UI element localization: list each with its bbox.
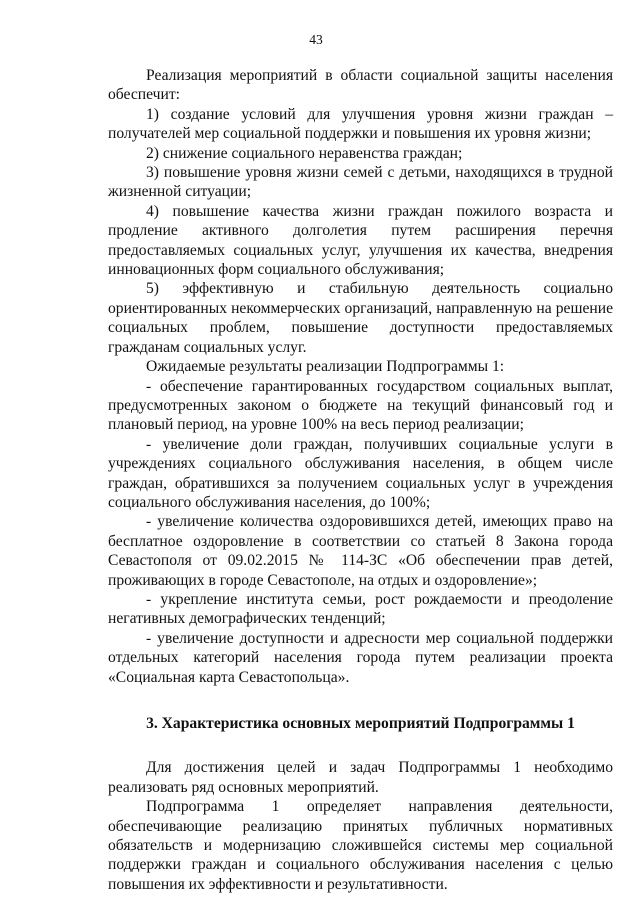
paragraph-subprogram: Подпрограмма 1 определяет направления деятельности, обеспечивающие реализацию принятых публичных нормативных обязательств и модернизацию сложившейся системы мер социальной поддержки граждан и социального обслуживания населения с целью повышения их эффективности и результативности. [108,798,613,893]
result-item-3: - увеличение количества оздоровившихся детей, имеющих право на бесплатное оздоровление в соответствии со статьей 8 Закона города Севастополя от 09.02.2015 № 114-ЗС «Об обеспечении прав детей, проживающих в городе Севастополе, на отдых и оздоровление»; [108,513,613,589]
list-item-2: 2) снижение социального неравенства граждан; [146,144,463,162]
expected-results-title: Ожидаемые результаты реализации Подпрограммы 1: [146,358,505,376]
result-item-2: - увеличение доли граждан, получивших социальные услуги в учреждениях социального обслуживания населения, в общем числе граждан, обратившихся за получением социальных услуг в учреждения социального обслуживания населения, до 100%; [108,435,613,511]
page-number: 43 [309,32,323,47]
list-item-3: 3) повышение уровня жизни семей с детьми, находящихся в трудной жизненной ситуации; [108,164,613,201]
paragraph-goals: Для достижения целей и задач Подпрограммы 1 необходимо реализовать ряд основных мероприятий. [108,759,613,796]
result-item-1: - обеспечение гарантированных государством социальных выплат, предусмотренных законом о бюджете на текущий финансовый год и плановый период, на уровне 100% на весь период реализации; [108,377,613,434]
list-item-5: 5) эффективную и стабильную деятельность социально ориентированных некоммерческих организаций, направленную на решение социальных проблем, повышение доступности предоставляемых гражданам социальных услуг. [108,280,613,356]
result-item-4: - укрепление института семьи, рост рождаемости и преодоление негативных демографических тенденций; [108,590,613,628]
section-heading: 3. Характеристика основных мероприятий Подпрограммы 1 [146,715,575,732]
paragraph-intro: Реализация мероприятий в области социальной защиты населения обеспечит: [108,67,613,104]
list-item-1: 1) создание условий для улучшения уровня жизни граждан – получателей мер социальной поддержки и повышения их уровня жизни; [108,105,613,143]
document-body [108,66,613,894]
result-item-5: - увеличение доступности и адресности мер социальной поддержки отдельных категорий населения города путем реализации проекта «Социальная карта Севастопольца». [108,629,613,686]
list-item-4: 4) повышение качества жизни граждан пожилого возраста и продление активного долголетия путем расширения перечня предоставляемых социальных услуг, улучшения их качества, внедрения инновационных форм социального обслуживания; [108,202,613,279]
